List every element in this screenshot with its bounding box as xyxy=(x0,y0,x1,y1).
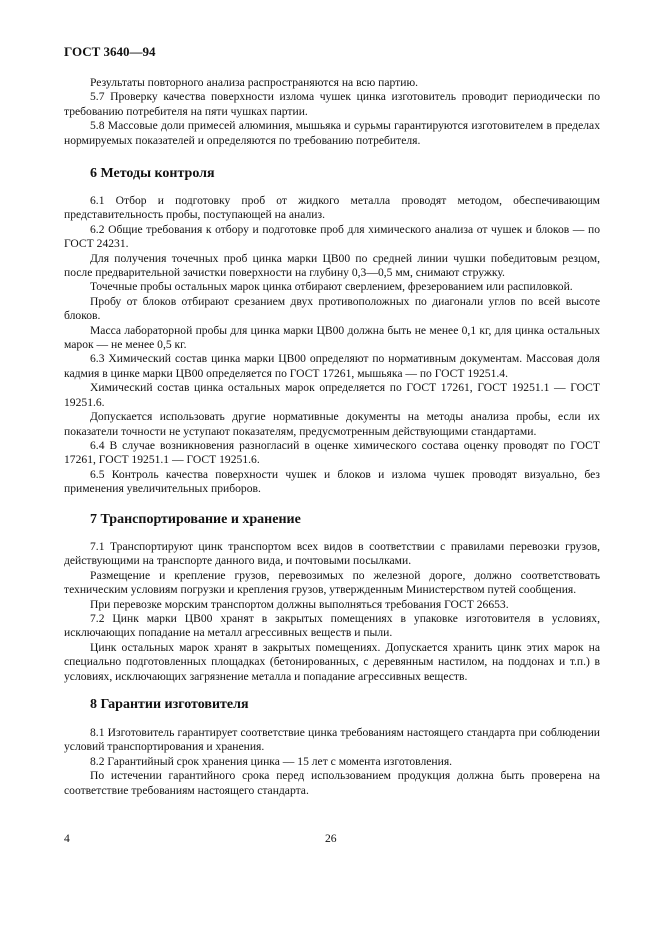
intro-block xyxy=(64,76,600,148)
section-7-body xyxy=(64,540,600,684)
section-8-body xyxy=(64,726,600,798)
section-6-heading: 6 Методы контроля xyxy=(90,166,215,181)
paragraph: Цинк остальных марок хранят в закрытых помещениях. Допускается хранить цинк этих марок на специально подготовленных площадках (бетонированных, с деревянным настилом, на поддонах и т.п.) в условиях, исключающих загрязнение металла и попадание агрессивных веществ. xyxy=(64,640,600,683)
section-6-body xyxy=(64,194,600,497)
paragraph: При перевозке морским транспортом должны выполняться требования ГОСТ 26653. xyxy=(90,597,509,611)
section-7-heading: 7 Транспортирование и хранение xyxy=(90,512,301,527)
paragraph: Размещение и крепление грузов, перевозимых по железной дороге, должно соответствовать техническим условиям погрузки и крепления грузов, утвержденным Министерством путей сообщения. xyxy=(64,568,600,597)
paragraph: Для получения точечных проб цинка марки ЦВ00 по средней линии чушки победитовым резцом, после предварительной зачистки поверхности на глубину 0,3—0,5 мм, снимают стружку. xyxy=(64,251,600,280)
paragraph: 5.8 Массовые доли примесей алюминия, мышьяка и сурьмы гарантируются изготовителем в пределах нормируемых показателей и определяются по требованию потребителя. xyxy=(64,119,600,147)
paragraph: Допускается использовать другие нормативные документы на методы анализа пробы, если их показатели точности не уступают показателям, предусмотренным действующими стандартами. xyxy=(64,410,600,438)
document-code-header: ГОСТ 3640—94 xyxy=(64,44,156,59)
paragraph: 6.2 Общие требования к отбору и подготовке проб для химического анализа от чушек и блоков — по ГОСТ 24231. xyxy=(64,222,600,251)
section-8-heading: 8 Гарантии изготовителя xyxy=(90,697,249,712)
paragraph: Точечные пробы остальных марок цинка отбирают сверлением, фрезерованием или распиловкой. xyxy=(90,280,573,294)
paragraph: 7.2 Цинк марки ЦВ00 хранят в закрытых помещениях в упаковке изготовителя в условиях, исключающих попадание на металл агрессивных веществ и пыли. xyxy=(64,612,600,640)
paragraph: 7.1 Транспортируют цинк транспортом всех видов в соответствии с правилами перевозки грузов, действующими на транспорте данного вида, и почтовыми посылками. xyxy=(64,540,600,568)
paragraph: 6.5 Контроль качества поверхности чушек и блоков и излома чушек проводят визуально, без применения увеличительных приборов. xyxy=(64,467,600,496)
paragraph: 6.3 Химический состав цинка марки ЦВ00 определяют по нормативным документам. Массовая доля кадмия в цинке марки ЦВ00 определяется по ГОСТ 17261, мышьяка — по ГОСТ 19251.4. xyxy=(64,352,600,380)
paragraph: 5.7 Проверку качества поверхности излома чушек цинка изготовитель проводит периодически по требованию потребителя на пяти чушках партии. xyxy=(64,90,600,118)
paragraph: 6.1 Отбор и подготовку проб от жидкого металла проводят методом, обеспечивающим представительность пробы, поступающей на анализ. xyxy=(64,194,600,222)
paragraph: 8.2 Гарантийный срок хранения цинка — 15 лет с момента изготовления. xyxy=(90,754,453,768)
page-number: 4 xyxy=(64,832,70,845)
paragraph: По истечении гарантийного срока перед использованием продукция должна быть проверена на соответствие требованиям настоящего стандарта. xyxy=(64,769,600,797)
paragraph: 6.4 В случае возникновения разногласий в оценке химического состава оценку проводят по ГОСТ 17261, ГОСТ 19251.1 — ГОСТ 19251.6. xyxy=(64,438,600,467)
paragraph: Масса лабораторной пробы для цинка марки ЦВ00 должна быть не менее 0,1 кг, для цинка остальных марок — не менее 0,5 кг. xyxy=(64,323,600,352)
paragraph: Химический состав цинка остальных марок определяется по ГОСТ 17261, ГОСТ 19251.1 — ГОСТ 19251.6. xyxy=(64,381,600,409)
sheet-number: 26 xyxy=(325,832,337,845)
paragraph: 8.1 Изготовитель гарантирует соответствие цинка требованиям настоящего стандарта при соблюдении условий транспортирования и хранения. xyxy=(64,726,600,754)
paragraph: Результаты повторного анализа распространяются на всю партию. xyxy=(90,76,419,89)
paragraph: Пробу от блоков отбирают срезанием двух противоположных по диагонали углов по всей высоте блоков. xyxy=(64,294,600,323)
